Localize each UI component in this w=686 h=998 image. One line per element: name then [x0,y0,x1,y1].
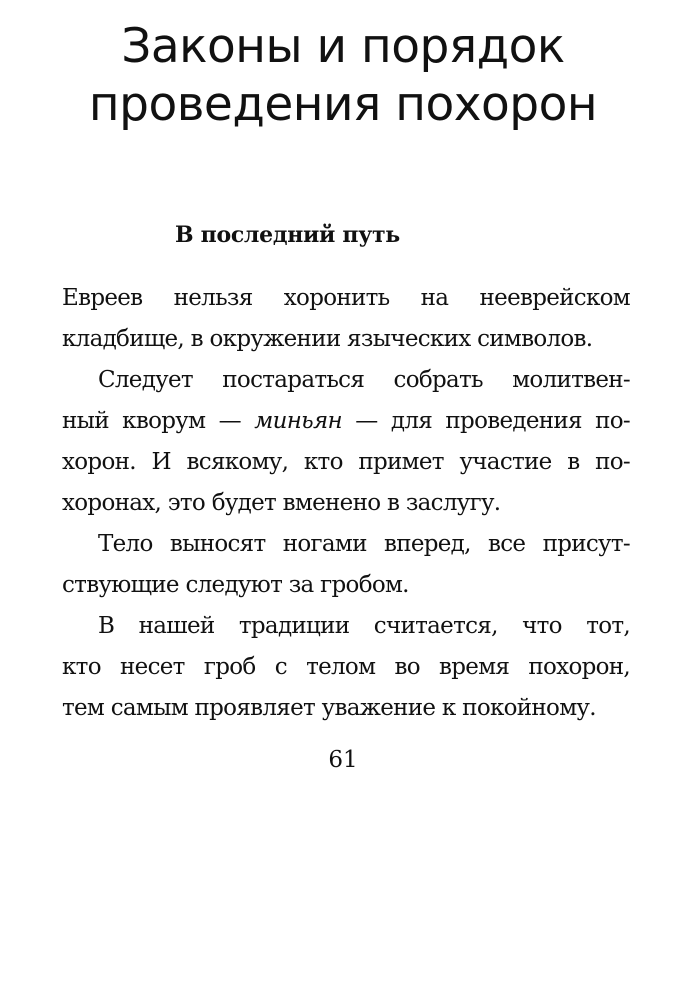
paragraph-4 [62,606,630,729]
paragraph-2-line-2-end: — для проведения по- [341,408,630,434]
paragraph-3-line-1: Тело выносят ногами вперед, все присут- [98,531,630,557]
paragraph-1 [62,278,630,360]
paragraph-2-line-1: Следует постараться собрать молитвен- [98,367,630,393]
paragraph-1-line-2: кладбище, в окружении языческих символов. [62,326,593,352]
paragraph-3-line-2: ствующие следуют за гробом. [62,572,409,598]
section-heading: В последний путь [175,222,400,248]
paragraph-4-line-2: кто несет гроб с телом во время похорон, [62,654,630,680]
chapter-title-line-1: Законы и порядок [121,19,565,74]
chapter-title-line-2: проведения похорон [88,77,598,132]
paragraph-2-line-4: хоронах, это будет вменено в заслугу. [62,490,501,516]
paragraph-2-line-3: хорон. И всякому, кто примет участие в по- [62,449,630,475]
chapter-title [0,18,686,134]
paragraph-1-line-1: Евреев нельзя хоронить на нееврейском [62,285,630,311]
body-text [62,278,630,729]
paragraph-4-line-3: тем самым проявляет уважение к покойному. [62,695,596,721]
page-number: 61 [328,747,358,773]
paragraph-3 [62,524,630,606]
italic-term-minyan: миньян [254,408,342,434]
paragraph-2-line-2 [62,401,630,442]
paragraph-2-line-2-start: ный кворум — [62,408,255,434]
paragraph-2 [62,360,630,524]
paragraph-4-line-1: В нашей традиции считается, что тот, [98,613,630,639]
